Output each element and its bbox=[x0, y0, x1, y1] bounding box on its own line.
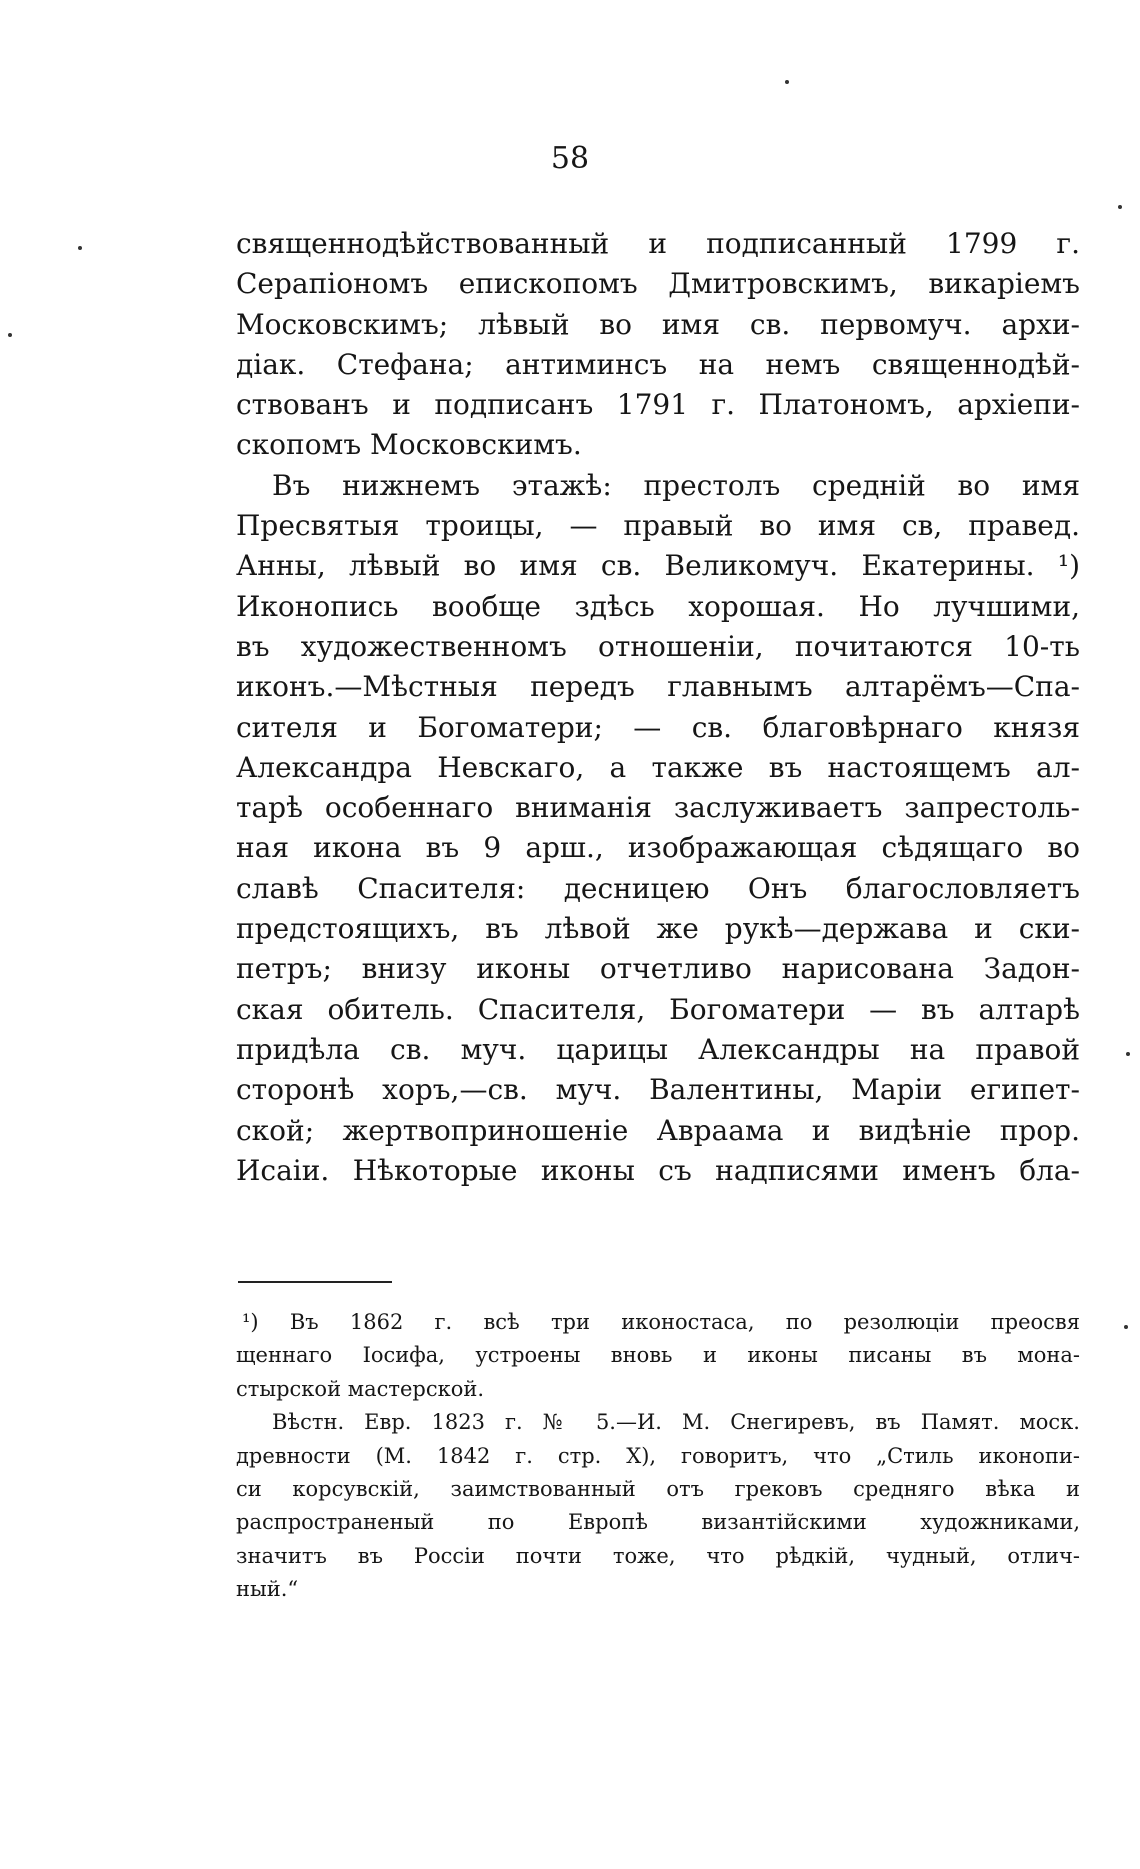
footnote-line: древности (М. 1842 г. стр. X), говоритъ, что „Стиль иконопи- bbox=[236, 1443, 1080, 1468]
text-line: Въ нижнемъ этажѣ: престолъ средній во имя bbox=[272, 468, 1080, 502]
text-line: Александра Невскаго, а также въ настоящемъ ал- bbox=[236, 750, 1080, 784]
footnotes bbox=[236, 1306, 1080, 1607]
footnote-line: Вѣстн. Евр. 1823 г. № 5.—И. М. Снегиревъ, въ Памят. моск. bbox=[272, 1410, 1080, 1435]
text-line: предстоящихъ, въ лѣвой же рукѣ—держава и ски- bbox=[236, 912, 1080, 946]
text-line: скопомъ Московскимъ. bbox=[236, 428, 582, 462]
footnote-line: си корсувскій, заимствованный отъ грековъ средняго вѣка и bbox=[236, 1476, 1080, 1501]
footnote-separator bbox=[238, 1281, 392, 1283]
text-line: ская обитель. Спасителя, Богоматери — въ алтарѣ bbox=[236, 992, 1080, 1026]
text-line: ствованъ и подписанъ 1791 г. Платономъ, архіепи- bbox=[236, 388, 1080, 422]
footnote-line: значитъ въ Россіи почти тоже, что рѣдкій, чудный, отлич- bbox=[236, 1543, 1080, 1568]
text-line: сторонѣ хоръ,—св. муч. Валентины, Маріи египет- bbox=[236, 1073, 1080, 1107]
text-line: Пресвятыя троицы, — правый во имя св, правед. bbox=[236, 509, 1080, 543]
text-line: Московскимъ; лѣвый во имя св. первомуч. архи- bbox=[236, 307, 1080, 341]
footnote-line: стырской мастерской. bbox=[236, 1376, 485, 1401]
scan-speck bbox=[1118, 205, 1122, 209]
text-line: Серапіономъ епископомъ Дмитровскимъ, викаріемъ bbox=[236, 267, 1080, 301]
text-line: петръ; внизу иконы отчетливо нарисована Задон- bbox=[236, 952, 1080, 986]
scan-speck bbox=[1124, 1325, 1128, 1329]
main-text bbox=[236, 224, 1080, 1191]
text-line: ная икона въ 9 арш., изображающая сѣдящаго во bbox=[236, 831, 1080, 865]
text-line: Анны, лѣвый во имя св. Великомуч. Екатерины. ¹) bbox=[236, 549, 1080, 583]
footnote-line: ный.“ bbox=[236, 1577, 299, 1602]
text-line: діак. Стефана; антиминсъ на немъ священнодѣй- bbox=[236, 347, 1080, 381]
footnote-line: ¹) Въ 1862 г. всѣ три иконостаса, по резолюціи преосвя bbox=[242, 1310, 1080, 1334]
text-line: Исаіи. Нѣкоторые иконы съ надписями именъ бла- bbox=[236, 1153, 1080, 1187]
text-line: тарѣ особеннаго вниманія заслуживаетъ запрестоль- bbox=[236, 791, 1080, 825]
text-line: Иконопись вообще здѣсь хорошая. Но лучшими, bbox=[236, 589, 1080, 623]
scan-speck bbox=[78, 246, 82, 250]
footnote-line: щеннаго Іосифа, устроены вновь и иконы писаны въ мона- bbox=[236, 1343, 1080, 1368]
page-number: 58 bbox=[550, 141, 590, 176]
scan-speck bbox=[1126, 1052, 1130, 1056]
scan-speck bbox=[785, 80, 789, 84]
text-line: священнодѣйствованный и подписанный 1799 г. bbox=[236, 227, 1080, 260]
text-line: славѣ Спасителя: десницею Онъ благословляетъ bbox=[236, 871, 1080, 905]
text-line: сителя и Богоматери; — св. благовѣрнаго князя bbox=[236, 710, 1080, 744]
scan-speck bbox=[8, 333, 12, 337]
text-line: въ художественномъ отношеніи, почитаются 10-ть bbox=[236, 629, 1080, 663]
text-line: иконъ.—Мѣстныя передъ главнымъ алтарёмъ—Спа- bbox=[236, 670, 1080, 704]
footnote-line: распространеный по Европѣ византійскими художниками, bbox=[236, 1510, 1080, 1535]
text-line: ской; жертвоприношеніе Авраама и видѣніе прор. bbox=[236, 1113, 1080, 1147]
text-line: придѣла св. муч. царицы Александры на правой bbox=[236, 1032, 1080, 1066]
